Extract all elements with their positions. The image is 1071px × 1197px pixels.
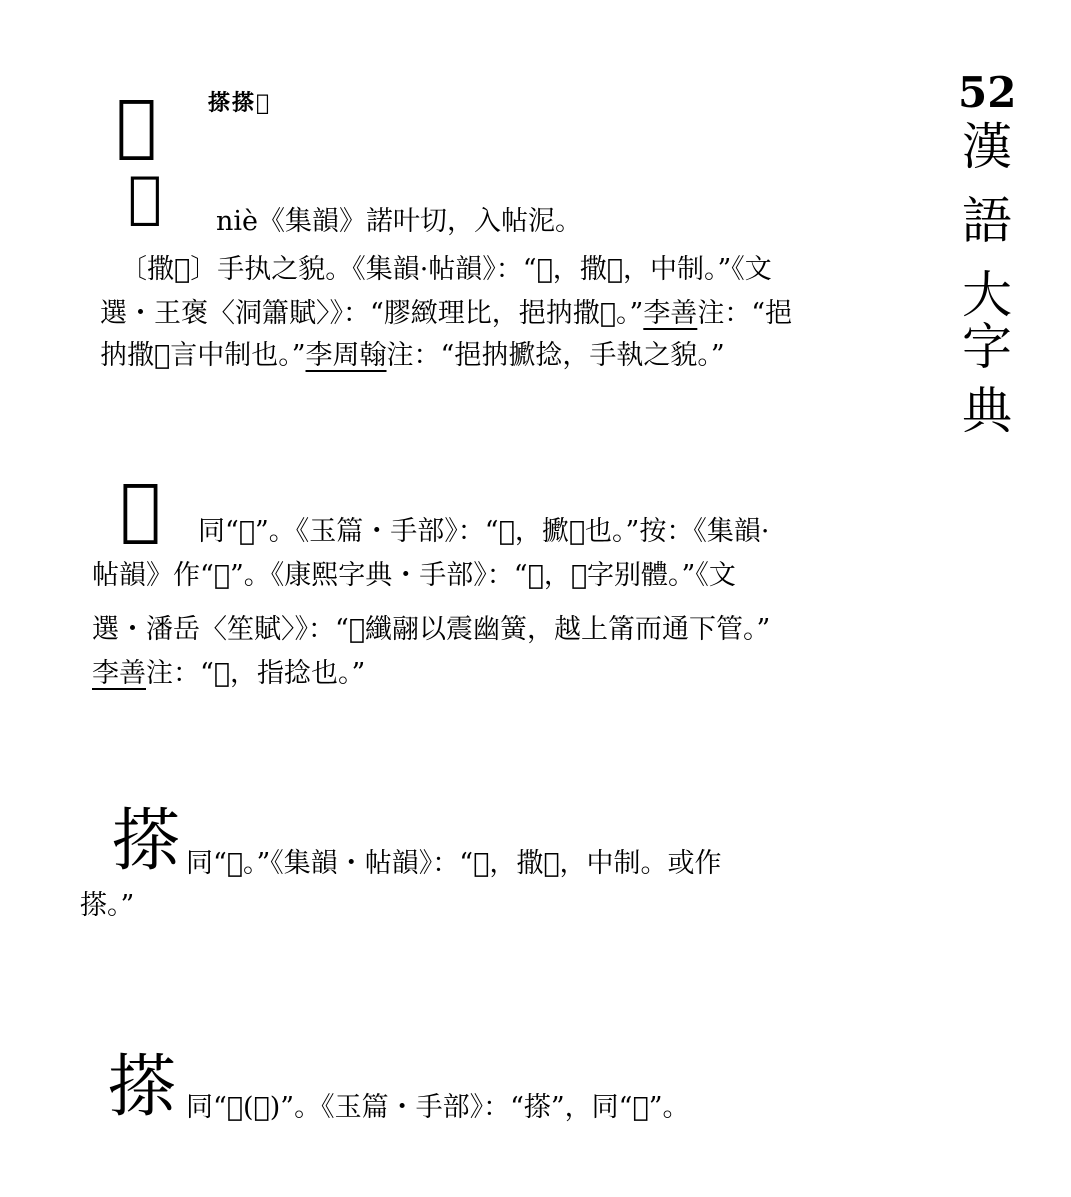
entry2-line4 (92, 656, 365, 691)
side-title-char-1: 漢 (962, 118, 1012, 176)
entry1-line2-tail: 注：“挹 (697, 298, 793, 329)
entry3-line2: 搽。” (80, 890, 135, 921)
entry1-sub-char: 𢹾 (128, 165, 162, 230)
entry4-line1: 同“𢹾(𢹾)”。《玉篇・手部》：“搽”，同“𢹾”。 (186, 1092, 690, 1123)
entry2-line1: 同“𢹾”。《玉篇・手部》：“𢹾，擨𢹾也。”按：《集韻· (198, 516, 770, 547)
entry2-line2: 帖韻》作“𢹾”。《康熙字典・手部》：“𢹾，𢹾字别體。”《文 (92, 560, 736, 591)
entry1-variants: 搽搽𢹾 (208, 90, 272, 116)
entry1-line3 (100, 338, 725, 373)
side-title-char-4: 字 (962, 318, 1012, 376)
entry2-head-char: 𢹾 (120, 470, 161, 549)
entry1-line2-text: 選・王褒〈洞簫賦〉》：“膠緻理比，挹抐撒𢹾。” (100, 298, 644, 329)
entry2-line4-tail: 注：“𢹾，指捻也。” (146, 658, 366, 689)
entry1-line2 (100, 296, 792, 331)
side-title-char-5: 典 (962, 382, 1012, 440)
entry1-line3-name: 李周翰 (305, 340, 387, 371)
entry1-pronunciation: niè《集韻》諾叶切，入帖泥。 (216, 206, 583, 237)
entry1-line1: 〔撒𢹾〕手执之貌。《集韻·帖韻》：“𢹾，撒𢹾，中制。”《文 (120, 254, 772, 285)
entry2-line3: 選・潘岳〈笙賦〉》：“𢹾纖翮以震幽簧，越上筩而通下管。” (92, 614, 771, 645)
entry1-head-char: 𢹾 (116, 86, 157, 165)
entry2-line4-name: 李善 (92, 658, 146, 689)
entry3-line1: 同“𢹾。”《集韻・帖韻》：“𢹾，撒𢹾，中制。或作 (186, 848, 722, 879)
entry3-head-char: 搽 (112, 802, 181, 881)
entry1-line3-tail: 注：“挹抐擨捻，手執之貌。” (386, 340, 725, 371)
entry1-line3-text: 抐撒𢹾言中制也。” (100, 340, 306, 371)
entry4-head-char: 搽 (108, 1048, 177, 1127)
side-title-char-3: 大 (962, 266, 1012, 324)
page-number: 52 (958, 68, 1017, 117)
entry1-line2-name: 李善 (643, 298, 698, 329)
side-title-char-2: 語 (962, 192, 1012, 250)
